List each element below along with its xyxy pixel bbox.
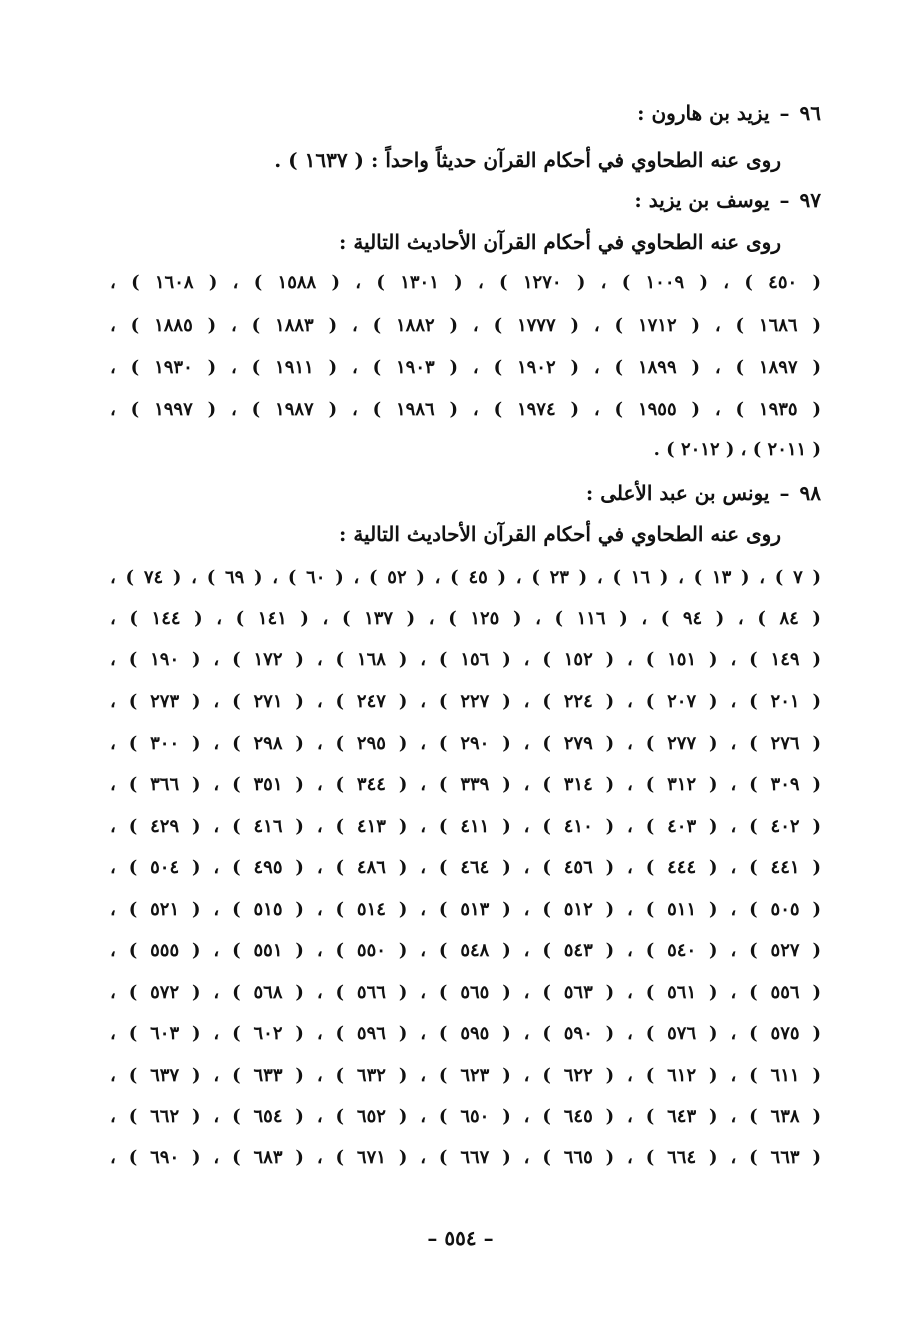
- entry-number: ٩٦: [799, 101, 821, 125]
- hadith-number-line: ( ٤٠٢ ) ، ( ٤٠٣ ) ، ( ٤١٠ ) ، ( ٤١١ ) ، ( ٤١٣ ) ، ( ٤١٦ ) ، ( ٤٢٩ ) ،: [110, 816, 821, 837]
- hadith-number-line: ( ٧ ) ، ( ١٣ ) ، ( ١٦ ) ، ( ٢٣ ) ، ( ٤٥ ) ، ( ٥٢ ) ، ( ٦٠ ) ، ( ٦٩ ) ، ( ٧٤ ) ،: [110, 567, 821, 588]
- hadith-number-line: ( ١٨٩٧ ) ، ( ١٨٩٩ ) ، ( ١٩٠٢ ) ، ( ١٩٠٣ ) ، ( ١٩١١ ) ، ( ١٩٣٠ ) ،: [110, 357, 821, 378]
- hadith-number-line: ( ٢٠١١ ) ، ( ٢٠١٢ ) .: [653, 439, 821, 460]
- hadith-number-line: ( ٨٤ ) ، ( ٩٤ ) ، ( ١١٦ ) ، ( ١٢٥ ) ، ( ١٣٧ ) ، ( ١٤١ ) ، ( ١٤٤ ) ،: [110, 608, 821, 629]
- hadith-number-line: ( ١٦٨٦ ) ، ( ١٧١٢ ) ، ( ١٧٧٧ ) ، ( ١٨٨٢ ) ، ( ١٨٨٣ ) ، ( ١٨٨٥ ) ،: [110, 315, 821, 336]
- hadith-number-line: ( ٦٦٣ ) ، ( ٦٦٤ ) ، ( ٦٦٥ ) ، ( ٦٦٧ ) ، ( ٦٧١ ) ، ( ٦٨٣ ) ، ( ٦٩٠ ) ،: [110, 1147, 821, 1168]
- hadith-number-line: ( ٢٧٦ ) ، ( ٢٧٧ ) ، ( ٢٧٩ ) ، ( ٢٩٠ ) ، ( ٢٩٥ ) ، ( ٢٩٨ ) ، ( ٣٠٠ ) ،: [110, 733, 821, 754]
- entry-96-intro-line: [110, 147, 821, 173]
- hadith-number-line: ( ١٤٩ ) ، ( ١٥١ ) ، ( ١٥٢ ) ، ( ١٥٦ ) ، ( ١٦٨ ) ، ( ١٧٢ ) ، ( ١٩٠ ) ،: [110, 649, 821, 670]
- narrator-name: يزيد بن هارون :: [637, 101, 770, 125]
- narrator-name: يونس بن عبد الأعلى :: [585, 481, 770, 505]
- hadith-number-line: ( ١٦٣٧ ) .: [274, 148, 364, 172]
- entry-number: ٩٧: [799, 188, 821, 212]
- entry-dash: –: [779, 481, 790, 505]
- hadith-number-line: ( ٤٥٠ ) ، ( ١٠٠٩ ) ، ( ١٢٧٠ ) ، ( ١٣٠١ ) ، ( ١٥٨٨ ) ، ( ١٦٠٨ ) ،: [110, 272, 821, 293]
- hadith-number-line: ( ٥٠٥ ) ، ( ٥١١ ) ، ( ٥١٢ ) ، ( ٥١٣ ) ، ( ٥١٤ ) ، ( ٥١٥ ) ، ( ٥٢١ ) ،: [110, 899, 821, 920]
- narrator-name: يوسف بن يزيد :: [634, 188, 770, 212]
- hadith-number-line: ( ٦٣٨ ) ، ( ٦٤٣ ) ، ( ٦٤٥ ) ، ( ٦٥٠ ) ، ( ٦٥٢ ) ، ( ٦٥٤ ) ، ( ٦٦٢ ) ،: [110, 1106, 821, 1127]
- hadith-number-line: ( ٥٥٦ ) ، ( ٥٦١ ) ، ( ٥٦٣ ) ، ( ٥٦٥ ) ، ( ٥٦٦ ) ، ( ٥٦٨ ) ، ( ٥٧٢ ) ،: [110, 982, 821, 1003]
- entry-96-heading: [110, 100, 821, 126]
- page-number: – ٥٥٤ –: [427, 1226, 494, 1250]
- hadith-number-line: ( ٣٠٩ ) ، ( ٣١٢ ) ، ( ٣١٤ ) ، ( ٣٣٩ ) ، ( ٣٤٤ ) ، ( ٣٥١ ) ، ( ٣٦٦ ) ،: [110, 774, 821, 795]
- entry-97-heading: [110, 187, 821, 213]
- entry-97-intro: روى عنه الطحاوي في أحكام القرآن الأحاديث التالية :: [338, 230, 781, 254]
- entry-number: ٩٨: [799, 481, 821, 505]
- hadith-number-line: ( ٢٠١ ) ، ( ٢٠٧ ) ، ( ٢٢٤ ) ، ( ٢٢٧ ) ، ( ٢٤٧ ) ، ( ٢٧١ ) ، ( ٢٧٣ ) ،: [110, 691, 821, 712]
- hadith-number-line: ( ٦١١ ) ، ( ٦١٢ ) ، ( ٦٢٢ ) ، ( ٦٢٣ ) ، ( ٦٣٢ ) ، ( ٦٣٣ ) ، ( ٦٣٧ ) ،: [110, 1065, 821, 1086]
- entry-dash: –: [779, 101, 790, 125]
- hadith-number-line: ( ٥٧٥ ) ، ( ٥٧٦ ) ، ( ٥٩٠ ) ، ( ٥٩٥ ) ، ( ٥٩٦ ) ، ( ٦٠٢ ) ، ( ٦٠٣ ) ،: [110, 1023, 821, 1044]
- intro-text: روى عنه الطحاوي في أحكام القرآن حديثاً واحداً :: [370, 148, 781, 172]
- entry-98-intro: روى عنه الطحاوي في أحكام القرآن الأحاديث التالية :: [338, 522, 781, 546]
- hadith-number-line: ( ٤٤١ ) ، ( ٤٤٤ ) ، ( ٤٥٦ ) ، ( ٤٦٤ ) ، ( ٤٨٦ ) ، ( ٤٩٥ ) ، ( ٥٠٤ ) ،: [110, 857, 821, 878]
- hadith-number-line: ( ١٩٣٥ ) ، ( ١٩٥٥ ) ، ( ١٩٧٤ ) ، ( ١٩٨٦ ) ، ( ١٩٨٧ ) ، ( ١٩٩٧ ) ،: [110, 399, 821, 420]
- hadith-number-line: ( ٥٢٧ ) ، ( ٥٤٠ ) ، ( ٥٤٣ ) ، ( ٥٤٨ ) ، ( ٥٥٠ ) ، ( ٥٥١ ) ، ( ٥٥٥ ) ،: [110, 940, 821, 961]
- entry-dash: –: [779, 188, 790, 212]
- entry-98-heading: [110, 480, 821, 506]
